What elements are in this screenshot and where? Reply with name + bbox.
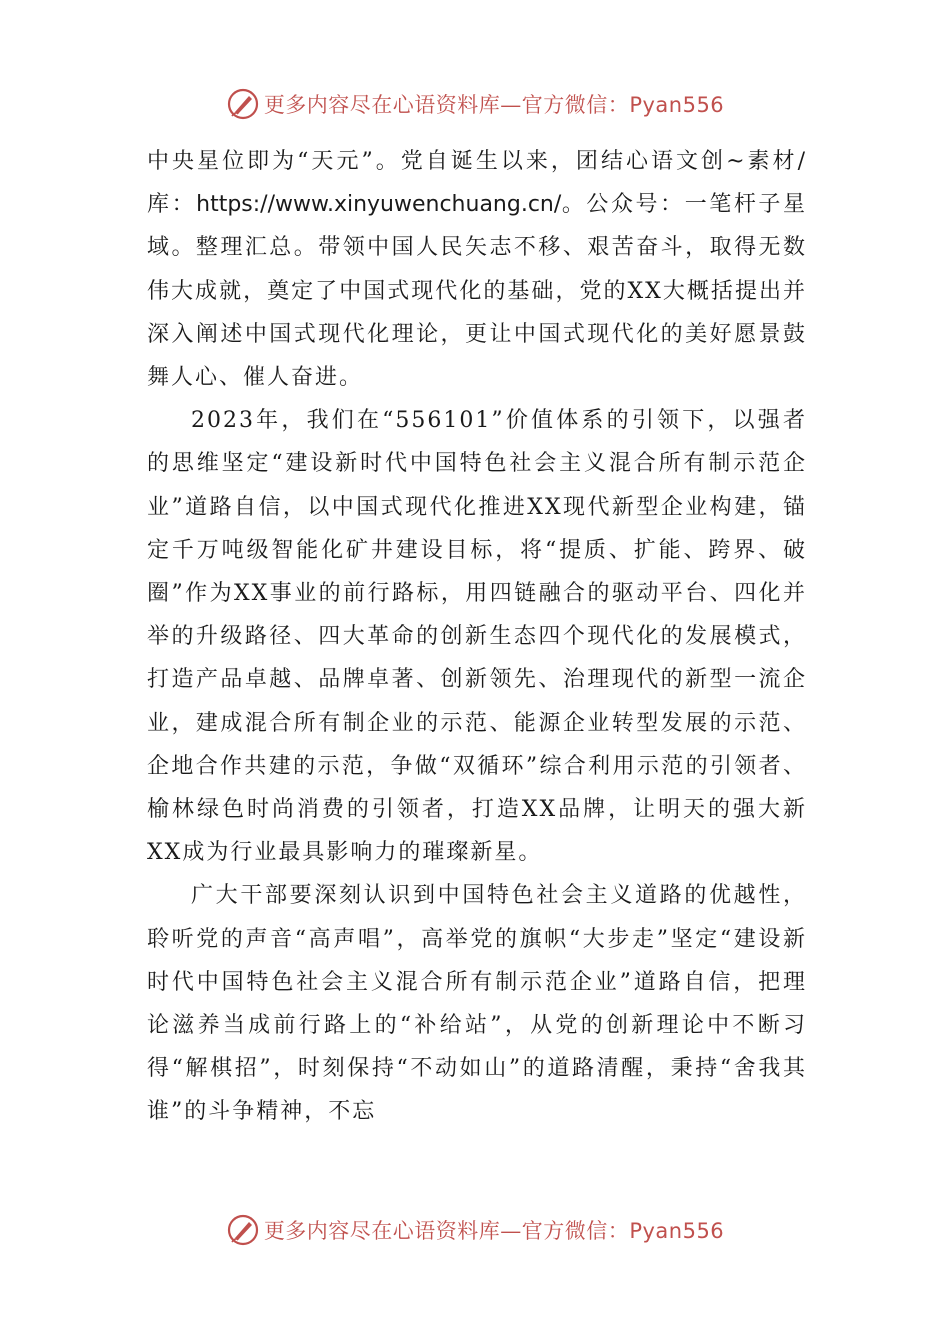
website-url[interactable]: https://www.xinyuwenchuang.cn/: [196, 192, 562, 218]
document-body: [147, 140, 807, 1134]
wechat-id: Pyan556: [629, 93, 725, 117]
banner-text: [264, 89, 724, 119]
banner-text: [264, 1215, 724, 1245]
wechat-id: Pyan556: [629, 1219, 725, 1243]
paragraph-1-text-a: 中央星位即为“天元”。党自诞生以来，团结心语文创~素材/库：: [147, 149, 807, 218]
pen-logo-icon: [226, 87, 260, 121]
footer-banner: [0, 1210, 950, 1250]
pen-logo-icon: [226, 1213, 260, 1247]
paragraph-3: 广大干部要深刻认识到中国特色社会主义道路的优越性，聆听党的声音“高声唱”，高举党的旗帜“大步走”坚定“建设新时代中国特色社会主义混合所有制示范企业”道路自信，把理论滋养当成前行路上的“补给站”，从党的创新理论中不断习得“解棋招”，时刻保持“不动如山”的道路清醒，秉持“舍我其谁”的斗争精神，不忘: [147, 883, 807, 1125]
banner-label: 更多内容尽在心语资料库—官方微信：: [263, 1219, 630, 1243]
banner-label: 更多内容尽在心语资料库—官方微信：: [263, 93, 630, 117]
paragraph-1: [147, 140, 807, 399]
header-banner: [0, 84, 950, 124]
paragraph-1-text-b: 。公众号：一笔杆子星域。整理汇总。带领中国人民矢志不移、艰苦奋斗，取得无数伟大成就，奠定了中国式现代化的基础，党的XX大概括提出并深入阐述中国式现代化理论，更让中国式现代化的美好愿景鼓舞人心、催人奋进。: [147, 192, 807, 391]
paragraph-2: 2023年，我们在“556101”价值体系的引领下，以强者的思维坚定“建设新时代中国特色社会主义混合所有制示范企业”道路自信，以中国式现代化推进XX现代新型企业构建，锚定千万吨级智能化矿井建设目标，将“提质、扩能、跨界、破圈”作为XX事业的前行路标，用四链融合的驱动平台、四化并举的升级路径、四大革命的创新生态四个现代化的发展模式，打造产品卓越、品牌卓著、创新领先、治理现代的新型一流企业，建成混合所有制企业的示范、能源企业转型发展的示范、企地合作共建的示范，争做“双循环”综合利用示范的引领者、榆林绿色时尚消费的引领者，打造XX品牌，让明天的强大新XX成为行业最具影响力的璀璨新星。: [147, 408, 807, 866]
